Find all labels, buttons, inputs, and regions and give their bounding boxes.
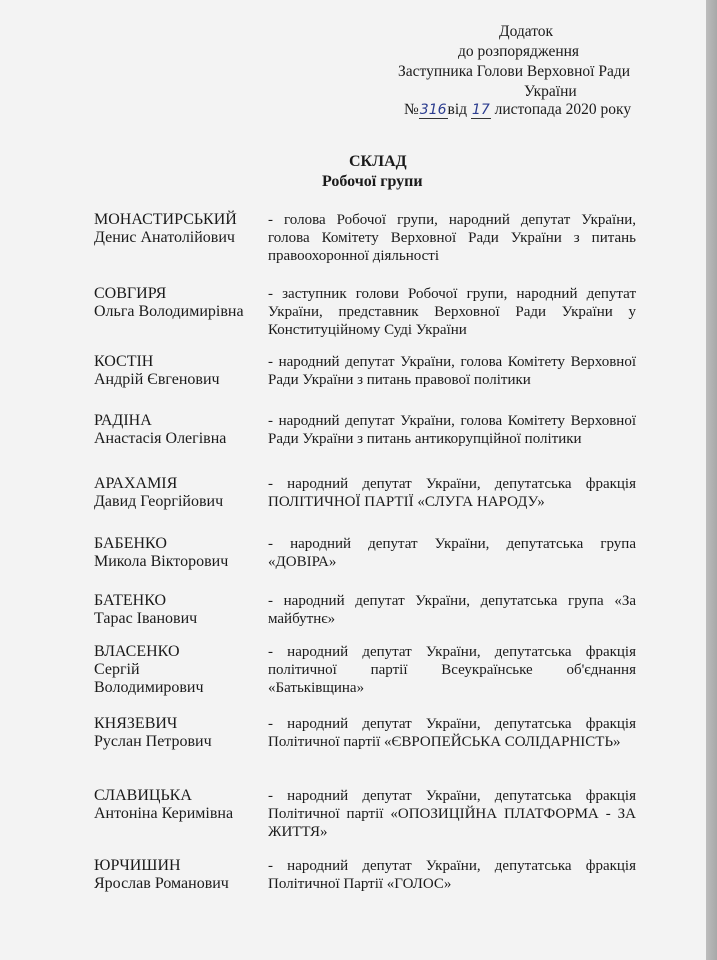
member-description: - народний депутат України, депутатська група «За майбутнє»	[268, 593, 636, 627]
member-given-name: Микола Вікторович	[94, 553, 229, 570]
title-subheading: Робочої групи	[322, 173, 423, 190]
member-given-name: Руслан Петрович	[94, 733, 212, 750]
member-given-name: Антоніна Керимівна	[94, 805, 234, 822]
header-line-country: України	[524, 83, 577, 100]
member-given-name: Анастасія Олегівна	[94, 430, 227, 447]
member-given-name: Тарас Іванович	[94, 610, 198, 627]
member-description: - народний депутат України, депутатська фракція Політичної Партії «ГОЛОС»	[268, 858, 636, 892]
order-number-date	[404, 101, 631, 119]
member-description: - народний депутат України, депутатська група «ДОВІРА»	[268, 536, 636, 570]
member-description: - народний депутат України, голова Комітету Верховної Ради України з питань правової політики	[268, 354, 636, 388]
member-given-name: Андрій Євгенович	[94, 371, 220, 388]
date-rest: листопада 2020 року	[494, 101, 632, 118]
member-description: - народний депутат України, депутатська фракція Політичної партії «ЄВРОПЕЙСЬКА СОЛІДАРНІСТЬ»	[268, 716, 636, 750]
member-description: - народний депутат України, депутатська фракція ПОЛІТИЧНОЇ ПАРТІЇ «СЛУГА НАРОДУ»	[268, 476, 636, 510]
member-name	[94, 211, 264, 247]
from-text: від	[447, 101, 468, 118]
member-surname: МОНАСТИРСЬКИЙ	[94, 211, 237, 228]
member-surname: КОСТІН	[94, 353, 154, 370]
member-surname: АРАХАМІЯ	[94, 475, 178, 492]
member-surname: СЛАВИЦЬКА	[94, 787, 192, 804]
header-line-order: до розпорядження	[458, 43, 580, 60]
member-name	[94, 475, 264, 511]
member-name	[94, 857, 264, 893]
member-name	[94, 285, 264, 321]
member-name	[94, 412, 264, 448]
member-name	[94, 592, 264, 628]
member-description: - народний депутат України, депутатська фракція політичної партії Всеукраїнське об'єднання «Батьківщина»	[268, 644, 636, 696]
page-edge	[706, 0, 717, 960]
member-given-name: Сергій Володимирович	[94, 661, 204, 696]
member-description: - заступник голови Робочої групи, народний депутат України, представник Верховної Ради України у Конституційному Суді України	[268, 286, 636, 338]
member-name	[94, 353, 264, 389]
member-name	[94, 787, 264, 823]
member-name	[94, 535, 264, 571]
member-given-name: Ярослав Романович	[94, 875, 229, 892]
member-surname: КНЯЗЕВИЧ	[94, 715, 178, 732]
member-given-name: Ольга Володимирівна	[94, 303, 244, 320]
member-surname: БАБЕНКО	[94, 535, 167, 552]
header-line-deputy: Заступника Голови Верховної Ради	[398, 63, 631, 80]
member-name	[94, 643, 224, 697]
member-name	[94, 715, 264, 751]
member-surname: СОВГИРЯ	[94, 285, 167, 302]
member-surname: БАТЕНКО	[94, 592, 167, 609]
title-heading: СКЛАД	[349, 153, 407, 170]
member-description: - голова Робочої групи, народний депутат України, голова Комітету Верховної Ради України з питань правоохоронної діяльності	[268, 212, 636, 264]
member-given-name: Денис Анатолійович	[94, 229, 235, 246]
handwritten-day: 17	[471, 102, 490, 118]
member-surname: ВЛАСЕНКО	[94, 643, 180, 660]
member-description: - народний депутат України, голова Комітету Верховної Ради України з питань антикорупційної політики	[268, 413, 636, 447]
member-given-name: Давид Георгійович	[94, 493, 224, 510]
member-surname: ЮРЧИШИН	[94, 857, 181, 874]
number-sign: №	[404, 101, 419, 118]
member-surname: РАДІНА	[94, 412, 152, 429]
member-description: - народний депутат України, депутатська фракція Політичної партії «ОПОЗИЦІЙНА ПЛАТФОРМА - ЗА ЖИТТЯ»	[268, 788, 636, 840]
header-line-appendix: Додаток	[499, 23, 554, 40]
handwritten-number: 316	[419, 102, 447, 118]
